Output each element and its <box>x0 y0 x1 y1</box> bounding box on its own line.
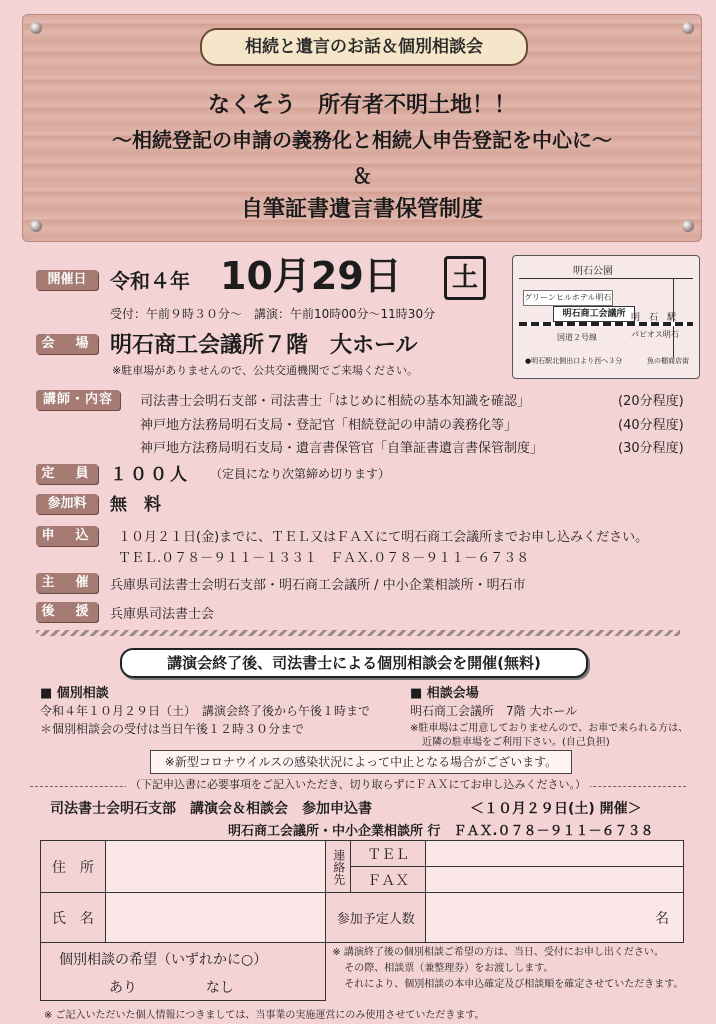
banner-tag: 相続と遺言のお話＆個別相談会 <box>200 28 528 66</box>
name-label: 氏 名 <box>41 893 106 943</box>
wish-label: 個別相談の希望（いずれかに○） <box>59 952 268 968</box>
map-park: 明石公園 <box>573 266 613 277</box>
map-uonotana: 魚の棚商店街 <box>647 357 689 365</box>
lecture-item: 司法書士会明石支部・司法書士「はじめに相続の基本知識を確認」 <box>140 394 531 409</box>
banner-headline: なくそう 所有者不明土地！！ <box>207 93 516 118</box>
apply-contact: ＴＥＬ.０７８－９１１－１３３１ ＦＡＸ.０７８－９１１－６７３８ <box>118 551 530 566</box>
count-label: 参加予定人数 <box>326 893 426 943</box>
date-label: 開催日 <box>36 270 98 290</box>
wish-note: ※ 講演終了後の個別相談ご希望の方は、当日、受付にお申し出ください。 <box>332 947 664 958</box>
date-day: 10月29日 <box>220 254 402 298</box>
contact-label: 連絡先 <box>326 841 351 893</box>
consult-right-line3: 近隣の駐車場をご利用下さい。(自己負担) <box>422 737 610 748</box>
lecture-time: (30分程度) <box>618 441 684 456</box>
lecture-time: (40分程度) <box>618 418 684 433</box>
date-times: 受付：午前９時３０分～ 講演：午前10時00分～11時30分 <box>110 307 436 321</box>
host-text: 兵庫県司法書士会明石支部・明石商工会議所 / 中小企業相談所・明石市 <box>110 578 526 593</box>
consult-right-line2: ※駐車場はご用意しておりませんので、お車で来られる方は、 <box>410 723 689 734</box>
map-station: 明 石 駅 <box>631 313 677 323</box>
venue-name: 明石商工会議所７階 大ホール <box>110 333 418 358</box>
banner-ampersand: ＆ <box>352 164 372 188</box>
host-label: 主 催 <box>36 573 98 593</box>
consult-right-head: ■ 相談会場 <box>410 686 479 701</box>
consult-banner: 講演会終了後、司法書士による個別相談会を開催(無料) <box>120 648 588 678</box>
banner-subject: 自筆証書遺言書保管制度 <box>240 197 483 222</box>
map-hotel: グリーンヒルホテル明石 <box>523 290 613 306</box>
divider <box>36 630 680 636</box>
map-route2: 国道２号線 <box>557 333 597 342</box>
form-title: 司法書士会明石支部 講演会＆相談会 参加申込書 <box>50 801 372 817</box>
consult-left-line2: ＊個別相談会の受付は当日午後１２時３０分まで <box>40 722 305 736</box>
venue-note: ※駐車場がありませんので、公共交通機関でご来場ください。 <box>112 364 418 377</box>
venue-label: 会 場 <box>36 334 98 354</box>
tel-field[interactable] <box>426 841 684 867</box>
form-destination: 明石商工会議所・中小企業相談所 行 ＦＡＸ.０７８－９１１－６７３８ <box>228 824 654 839</box>
banner-subheadline: ～相続登記の申請の義務化と相続人申告登記を中心に～ <box>112 128 612 152</box>
map-road <box>519 278 693 279</box>
consult-right-line1: 明石商工会議所 7階 大ホール <box>410 704 578 718</box>
count-field[interactable] <box>426 893 684 943</box>
apply-label: 申 込 <box>36 526 98 546</box>
address-label: 住 所 <box>41 841 106 893</box>
wish-yes-option[interactable]: あり <box>109 980 137 996</box>
wish-note: その際、相談票（兼整理券）をお渡しします。 <box>344 963 554 974</box>
capacity-label: 定 員 <box>36 464 98 484</box>
name-field[interactable] <box>105 893 326 943</box>
form-date: ＜１０月２９日(土) 開催＞ <box>470 801 642 817</box>
fee-label: 参加料 <box>36 494 98 514</box>
nail-icon <box>682 22 694 34</box>
count-unit: 名 <box>655 910 669 927</box>
wish-cell <box>41 943 326 1001</box>
privacy-note: ※ ご記入いただいた個人情報につきましては、当事業の実施運営にのみ使用させていただきます。 <box>44 1010 485 1021</box>
consult-left-head: ■ 個別相談 <box>40 686 109 701</box>
map-chamber: 明石商工会議所 <box>553 306 635 322</box>
lecture-item: 神戸地方法務局明石支局・登記官「相続登記の申請の義務化等」 <box>140 418 518 433</box>
apply-text: １０月２１日(金)までに、ＴＥＬ又はＦＡＸにて明石商工会議所までお申し込みください。 <box>118 530 649 545</box>
fax-field[interactable] <box>426 867 684 893</box>
wish-notes <box>326 943 684 1001</box>
date-weekday: 土 <box>444 256 486 300</box>
application-form <box>40 840 684 1001</box>
fee-value: 無 料 <box>110 495 161 515</box>
lecture-item: 神戸地方法務局明石支局・遺言書保管官「自筆証書遺言書保管制度」 <box>140 441 544 456</box>
lectures-label: 講師・内容 <box>36 390 120 410</box>
covid-notice: ※新型コロナウイルスの感染状況によって中止となる場合がございます。 <box>150 750 572 774</box>
wish-no-option[interactable]: なし <box>205 980 234 996</box>
cut-note: （下記申込書に必要事項をご記入いただき、切り取らずにＦＡＸにてお申し込みください。） <box>126 778 590 791</box>
wish-note: それにより、個別相談の本申込確定及び相談順を確定させていただきます。 <box>344 979 684 990</box>
consult-left-line1: 令和４年１０月２９日（土） 講演会終了後から午後１時まで <box>40 704 371 718</box>
fax-label: ＦＡＸ <box>351 867 426 893</box>
map-pavios: パピオス明石 <box>631 330 679 339</box>
support-label: 後 援 <box>36 602 98 622</box>
address-field[interactable] <box>105 841 326 893</box>
lecture-time: (20分程度) <box>618 394 684 409</box>
map-walk: ●明石駅北側出口より西へ３分 <box>525 357 623 365</box>
capacity-value: １００人 <box>110 465 190 485</box>
venue-map <box>512 255 700 379</box>
nail-icon <box>30 22 42 34</box>
date-era: 令和４年 <box>110 269 190 293</box>
tel-label: ＴＥＬ <box>351 841 426 867</box>
support-text: 兵庫県司法書士会 <box>110 607 215 622</box>
capacity-note: （定員になり次第締め切ります） <box>210 467 391 481</box>
